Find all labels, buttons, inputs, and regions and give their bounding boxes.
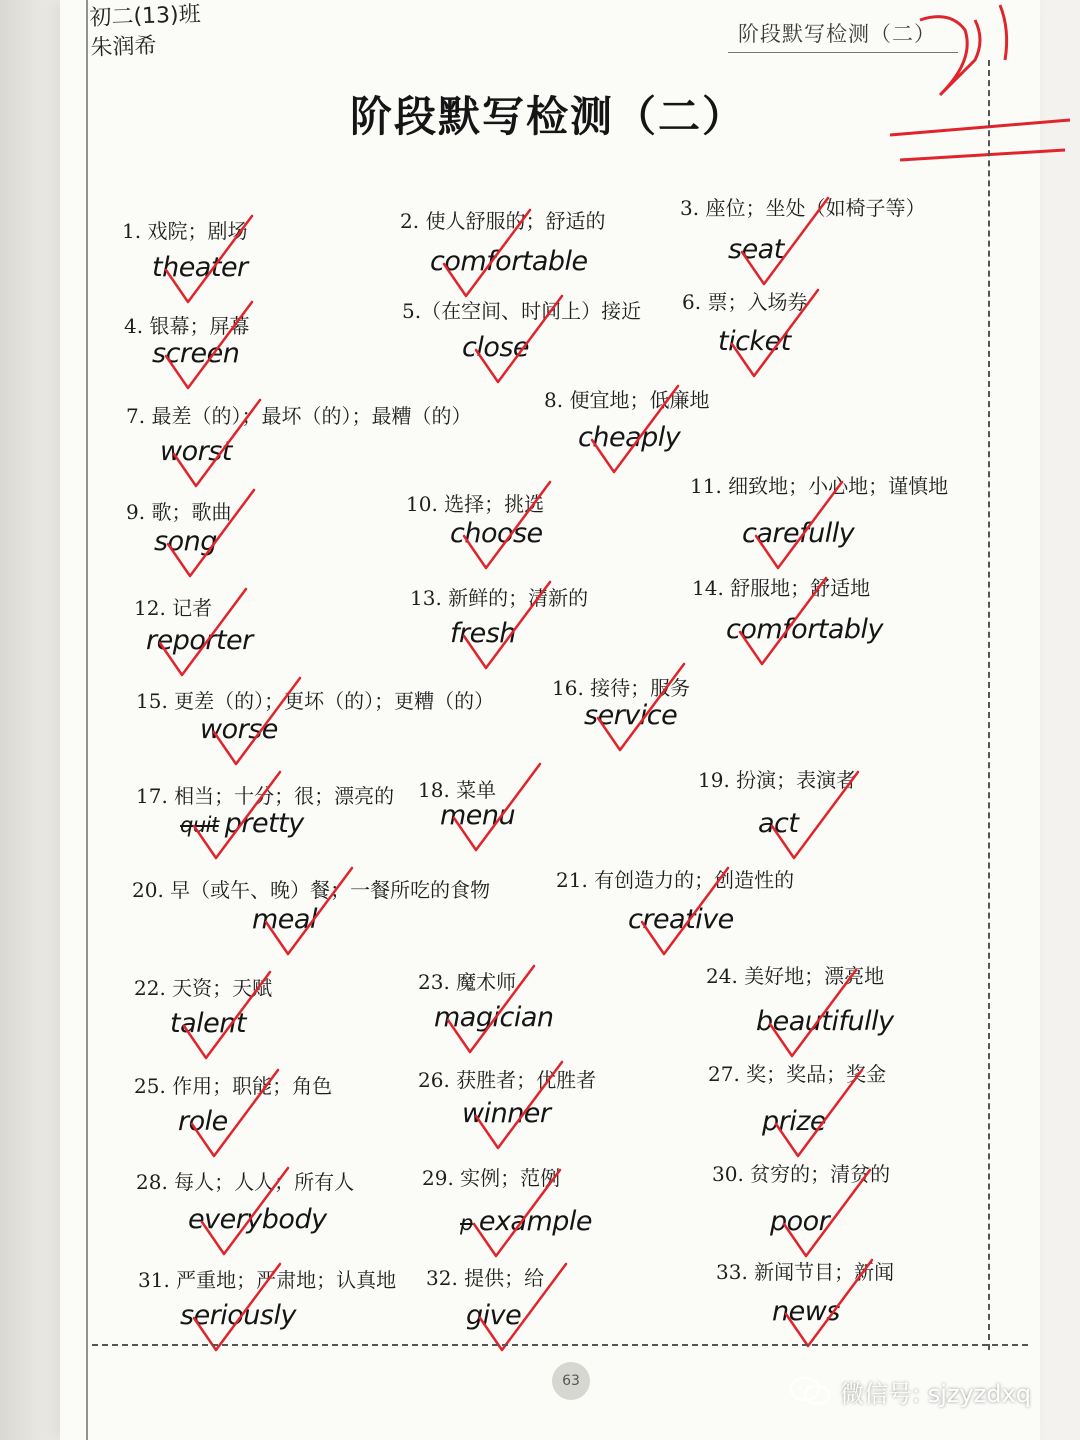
- underlying-pages-edge: [0, 0, 60, 1440]
- question-26: 26. 获胜者；优胜者: [418, 1068, 597, 1092]
- question-11: 11. 细致地；小心地；谨慎地: [690, 474, 949, 498]
- answer-2: comfortable: [430, 246, 588, 277]
- question-18: 18. 菜单: [418, 778, 497, 802]
- question-9: 9. 歌；歌曲: [126, 500, 232, 524]
- class-name: 初二(13)班: [89, 2, 202, 31]
- crossed-out-attempt-29: p: [460, 1211, 473, 1235]
- answer-30: poor: [770, 1206, 830, 1237]
- answer-12: reporter: [146, 625, 253, 656]
- question-7: 7. 最差（的）；最坏（的）；最糟（的）: [126, 404, 472, 428]
- question-31: 31. 严重地；严肃地；认真地: [138, 1268, 397, 1292]
- question-22: 22. 天资；天赋: [134, 976, 273, 1000]
- student-name: 朱润希: [90, 33, 157, 61]
- answer-29: [460, 1206, 592, 1237]
- answer-22: talent: [170, 1008, 246, 1039]
- binding-line: [86, 0, 88, 1440]
- question-14: 14. 舒服地；舒适地: [692, 576, 871, 600]
- grader-score-mark: [880, 0, 1080, 180]
- question-15: 15. 更差（的）；更坏（的）；更糟（的）: [136, 689, 495, 713]
- question-4: 4. 银幕；屏幕: [124, 314, 250, 338]
- question-17: 17. 相当；十分；很；漂亮的: [136, 784, 395, 808]
- answer-10: choose: [450, 518, 543, 549]
- answer-17: [180, 808, 304, 839]
- answer-33: news: [772, 1296, 840, 1327]
- question-2: 2. 使人舒服的；舒适的: [400, 209, 606, 233]
- answer-7: worst: [160, 436, 232, 467]
- question-16: 16. 接待；服务: [552, 676, 691, 700]
- question-20: 20. 早（或午、晚）餐；一餐所吃的食物: [132, 878, 491, 902]
- answer-4: screen: [152, 338, 240, 369]
- answer-31: seriously: [180, 1300, 296, 1331]
- question-24: 24. 美好地；漂亮地: [706, 964, 885, 988]
- question-6: 6. 票；入场券: [682, 290, 808, 314]
- answer-26: winner: [462, 1098, 551, 1129]
- answer-11: carefully: [742, 518, 855, 549]
- wechat-watermark: [788, 1374, 1031, 1409]
- answer-28: everybody: [188, 1204, 327, 1235]
- answer-27: prize: [762, 1106, 827, 1137]
- answer-3: seat: [728, 234, 784, 265]
- answer-19: act: [758, 808, 799, 839]
- answer-20: meal: [252, 904, 317, 935]
- answer-25: role: [178, 1106, 228, 1137]
- answer-area-right-border: [988, 60, 990, 1350]
- wechat-icon: [788, 1376, 832, 1408]
- answer-29-text: example: [478, 1206, 593, 1237]
- crossed-out-attempt-17: quit: [180, 813, 219, 837]
- student-info: [89, 0, 202, 64]
- question-23: 23. 魔术师: [418, 970, 517, 994]
- question-21: 21. 有创造力的；创造性的: [556, 868, 795, 892]
- page-number: 63: [552, 1362, 590, 1400]
- answer-9: song: [154, 526, 217, 557]
- answer-6: ticket: [718, 326, 791, 357]
- question-8: 8. 便宜地；低廉地: [544, 388, 710, 412]
- question-1: 1. 戏院；剧场: [122, 219, 248, 243]
- question-5: 5.（在空间、时间上）接近: [402, 299, 642, 323]
- question-3: 3. 座位；坐处（如椅子等）: [680, 196, 926, 220]
- question-30: 30. 贫穷的；清贫的: [712, 1162, 891, 1186]
- answer-area-bottom-border: [92, 1344, 1028, 1346]
- question-10: 10. 选择；挑选: [406, 492, 545, 516]
- answer-24: beautifully: [756, 1006, 894, 1037]
- answer-15: worse: [200, 714, 278, 745]
- answer-8: cheaply: [578, 422, 681, 453]
- question-19: 19. 扮演；表演者: [698, 768, 857, 792]
- answer-16: service: [584, 700, 678, 731]
- answer-5: close: [462, 332, 530, 363]
- answer-21: creative: [628, 904, 734, 935]
- question-32: 32. 提供；给: [426, 1266, 545, 1290]
- running-head: 阶段默写检测（二）: [738, 22, 936, 46]
- answer-1: theater: [152, 252, 248, 283]
- answer-23: magician: [434, 1002, 554, 1033]
- answer-13: fresh: [450, 618, 516, 649]
- question-13: 13. 新鲜的；清新的: [410, 586, 589, 610]
- page-title: 阶段默写检测（二）: [350, 92, 747, 141]
- answer-17-text: pretty: [224, 808, 304, 839]
- watermark-text: 微信号: sjzyzdxq: [840, 1380, 1031, 1408]
- answer-18: menu: [440, 800, 516, 831]
- question-27: 27. 奖；奖品；奖金: [708, 1062, 887, 1086]
- answer-14: comfortably: [726, 614, 884, 645]
- question-12: 12. 记者: [134, 596, 213, 620]
- question-28: 28. 每人；人人；所有人: [136, 1170, 355, 1194]
- question-33: 33. 新闻节目；新闻: [716, 1260, 895, 1284]
- answer-32: give: [466, 1300, 522, 1331]
- question-25: 25. 作用；职能；角色: [134, 1074, 333, 1098]
- question-29: 29. 实例；范例: [422, 1166, 561, 1190]
